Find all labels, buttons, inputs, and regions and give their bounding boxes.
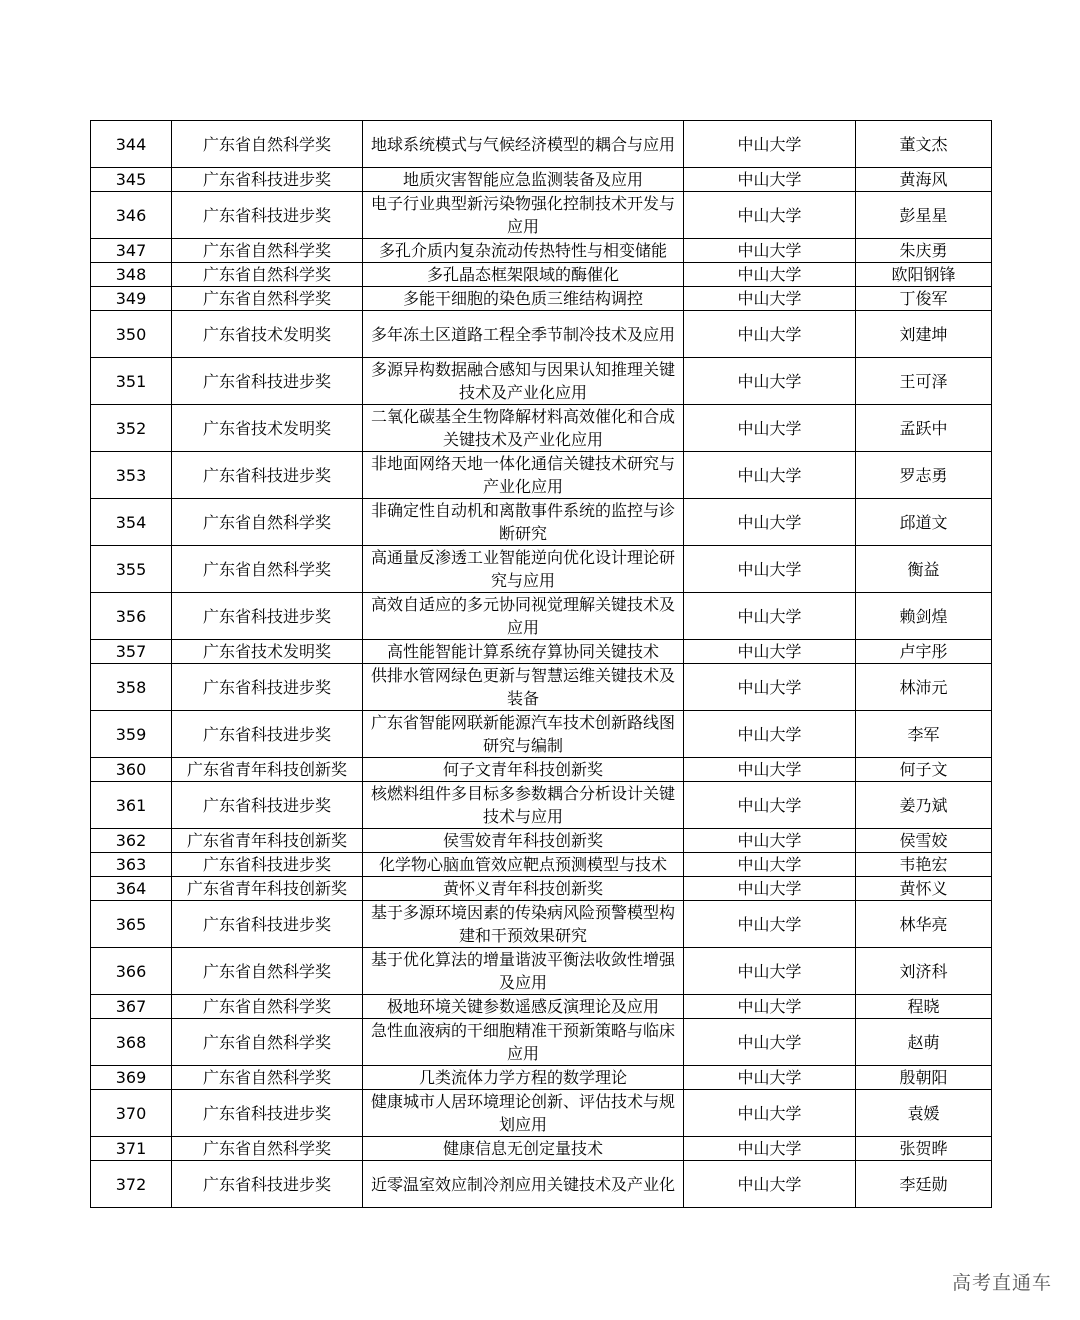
row-number: 355	[91, 546, 172, 593]
award-category: 广东省科技进步奖	[172, 192, 363, 239]
table-row	[91, 192, 992, 239]
watermark: 高考直通车	[951, 1272, 1052, 1294]
row-number: 368	[91, 1019, 172, 1066]
institution: 中山大学	[684, 782, 856, 829]
table-row	[91, 168, 992, 192]
person-name: 赖剑煌	[856, 593, 992, 640]
person-name: 黄怀义	[856, 877, 992, 901]
project-name: 健康信息无创定量技术	[363, 1137, 684, 1161]
row-number: 359	[91, 711, 172, 758]
person-name: 程晓	[856, 995, 992, 1019]
person-name: 罗志勇	[856, 452, 992, 499]
award-table	[90, 120, 992, 1208]
table-row	[91, 1019, 992, 1066]
table-row	[91, 1161, 992, 1208]
award-category: 广东省科技进步奖	[172, 664, 363, 711]
person-name: 刘建坤	[856, 311, 992, 358]
award-category: 广东省科技进步奖	[172, 358, 363, 405]
award-category: 广东省科技进步奖	[172, 711, 363, 758]
table-row	[91, 711, 992, 758]
institution: 中山大学	[684, 121, 856, 168]
table-row	[91, 664, 992, 711]
person-name: 孟跃中	[856, 405, 992, 452]
project-name: 高效自适应的多元协同视觉理解关键技术及应用	[363, 593, 684, 640]
award-category: 广东省自然科学奖	[172, 1137, 363, 1161]
award-category: 广东省科技进步奖	[172, 901, 363, 948]
project-name: 高通量反渗透工业智能逆向优化设计理论研究与应用	[363, 546, 684, 593]
project-name: 多孔晶态框架限域的酶催化	[363, 263, 684, 287]
table-row	[91, 499, 992, 546]
person-name: 侯雪姣	[856, 829, 992, 853]
project-name: 供排水管网绿色更新与智慧运维关键技术及装备	[363, 664, 684, 711]
project-name: 多源异构数据融合感知与因果认知推理关键技术及产业化应用	[363, 358, 684, 405]
award-category: 广东省技术发明奖	[172, 405, 363, 452]
award-table-body	[91, 121, 992, 1208]
row-number: 347	[91, 239, 172, 263]
award-category: 广东省科技进步奖	[172, 782, 363, 829]
row-number: 361	[91, 782, 172, 829]
person-name: 卢宇彤	[856, 640, 992, 664]
project-name: 电子行业典型新污染物强化控制技术开发与应用	[363, 192, 684, 239]
person-name: 黄海风	[856, 168, 992, 192]
row-number: 352	[91, 405, 172, 452]
person-name: 李军	[856, 711, 992, 758]
award-category: 广东省自然科学奖	[172, 1019, 363, 1066]
project-name: 高性能智能计算系统存算协同关键技术	[363, 640, 684, 664]
award-category: 广东省自然科学奖	[172, 995, 363, 1019]
institution: 中山大学	[684, 168, 856, 192]
person-name: 林华亮	[856, 901, 992, 948]
person-name: 衡益	[856, 546, 992, 593]
award-category: 广东省技术发明奖	[172, 311, 363, 358]
project-name: 基于多源环境因素的传染病风险预警模型构建和干预效果研究	[363, 901, 684, 948]
award-category: 广东省青年科技创新奖	[172, 877, 363, 901]
table-row	[91, 829, 992, 853]
table-row	[91, 995, 992, 1019]
person-name: 欧阳钢锋	[856, 263, 992, 287]
person-name: 邱道文	[856, 499, 992, 546]
table-row	[91, 782, 992, 829]
person-name: 韦艳宏	[856, 853, 992, 877]
row-number: 370	[91, 1090, 172, 1137]
award-category: 广东省科技进步奖	[172, 452, 363, 499]
row-number: 366	[91, 948, 172, 995]
table-row	[91, 758, 992, 782]
table-row	[91, 452, 992, 499]
table-row	[91, 640, 992, 664]
institution: 中山大学	[684, 452, 856, 499]
institution: 中山大学	[684, 405, 856, 452]
table-row	[91, 405, 992, 452]
institution: 中山大学	[684, 358, 856, 405]
project-name: 多能干细胞的染色质三维结构调控	[363, 287, 684, 311]
award-category: 广东省科技进步奖	[172, 853, 363, 877]
table-row	[91, 358, 992, 405]
institution: 中山大学	[684, 758, 856, 782]
project-name: 二氧化碳基全生物降解材料高效催化和合成关键技术及产业化应用	[363, 405, 684, 452]
project-name: 地质灾害智能应急监测装备及应用	[363, 168, 684, 192]
row-number: 360	[91, 758, 172, 782]
institution: 中山大学	[684, 664, 856, 711]
project-name: 地球系统模式与气候经济模型的耦合与应用	[363, 121, 684, 168]
table-row	[91, 263, 992, 287]
row-number: 369	[91, 1066, 172, 1090]
institution: 中山大学	[684, 311, 856, 358]
project-name: 急性血液病的干细胞精准干预新策略与临床应用	[363, 1019, 684, 1066]
row-number: 345	[91, 168, 172, 192]
project-name: 健康城市人居环境理论创新、评估技术与规划应用	[363, 1090, 684, 1137]
person-name: 朱庆勇	[856, 239, 992, 263]
row-number: 357	[91, 640, 172, 664]
award-category: 广东省自然科学奖	[172, 546, 363, 593]
person-name: 彭星星	[856, 192, 992, 239]
table-row	[91, 593, 992, 640]
institution: 中山大学	[684, 853, 856, 877]
row-number: 350	[91, 311, 172, 358]
table-row	[91, 121, 992, 168]
project-name: 基于优化算法的增量谐波平衡法收敛性增强及应用	[363, 948, 684, 995]
award-category: 广东省科技进步奖	[172, 168, 363, 192]
person-name: 董文杰	[856, 121, 992, 168]
row-number: 348	[91, 263, 172, 287]
row-number: 349	[91, 287, 172, 311]
project-name: 化学物心脑血管效应靶点预测模型与技术	[363, 853, 684, 877]
institution: 中山大学	[684, 1019, 856, 1066]
institution: 中山大学	[684, 711, 856, 758]
project-name: 近零温室效应制冷剂应用关键技术及产业化	[363, 1161, 684, 1208]
award-category: 广东省科技进步奖	[172, 1161, 363, 1208]
person-name: 林沛元	[856, 664, 992, 711]
table-row	[91, 546, 992, 593]
institution: 中山大学	[684, 995, 856, 1019]
institution: 中山大学	[684, 829, 856, 853]
project-name: 何子文青年科技创新奖	[363, 758, 684, 782]
award-category: 广东省自然科学奖	[172, 239, 363, 263]
award-category: 广东省青年科技创新奖	[172, 758, 363, 782]
table-row	[91, 311, 992, 358]
award-category: 广东省青年科技创新奖	[172, 829, 363, 853]
row-number: 367	[91, 995, 172, 1019]
institution: 中山大学	[684, 1090, 856, 1137]
project-name: 非地面网络天地一体化通信关键技术研究与产业化应用	[363, 452, 684, 499]
row-number: 358	[91, 664, 172, 711]
row-number: 344	[91, 121, 172, 168]
table-row	[91, 853, 992, 877]
person-name: 姜乃斌	[856, 782, 992, 829]
project-name: 多孔介质内复杂流动传热特性与相变储能	[363, 239, 684, 263]
project-name: 广东省智能网联新能源汽车技术创新路线图研究与编制	[363, 711, 684, 758]
table-row	[91, 901, 992, 948]
row-number: 354	[91, 499, 172, 546]
row-number: 372	[91, 1161, 172, 1208]
award-category: 广东省自然科学奖	[172, 263, 363, 287]
institution: 中山大学	[684, 901, 856, 948]
person-name: 王可泽	[856, 358, 992, 405]
row-number: 365	[91, 901, 172, 948]
award-category: 广东省自然科学奖	[172, 287, 363, 311]
institution: 中山大学	[684, 948, 856, 995]
person-name: 张贺晔	[856, 1137, 992, 1161]
table-row	[91, 948, 992, 995]
table-row	[91, 1137, 992, 1161]
person-name: 何子文	[856, 758, 992, 782]
institution: 中山大学	[684, 1066, 856, 1090]
row-number: 363	[91, 853, 172, 877]
project-name: 侯雪姣青年科技创新奖	[363, 829, 684, 853]
row-number: 346	[91, 192, 172, 239]
project-name: 多年冻土区道路工程全季节制冷技术及应用	[363, 311, 684, 358]
award-category: 广东省自然科学奖	[172, 121, 363, 168]
award-category: 广东省技术发明奖	[172, 640, 363, 664]
institution: 中山大学	[684, 263, 856, 287]
table-row	[91, 877, 992, 901]
row-number: 353	[91, 452, 172, 499]
institution: 中山大学	[684, 499, 856, 546]
person-name: 刘济科	[856, 948, 992, 995]
institution: 中山大学	[684, 640, 856, 664]
award-category: 广东省自然科学奖	[172, 948, 363, 995]
person-name: 赵萌	[856, 1019, 992, 1066]
row-number: 371	[91, 1137, 172, 1161]
project-name: 黄怀义青年科技创新奖	[363, 877, 684, 901]
row-number: 356	[91, 593, 172, 640]
institution: 中山大学	[684, 877, 856, 901]
project-name: 核燃料组件多目标多参数耦合分析设计关键技术与应用	[363, 782, 684, 829]
institution: 中山大学	[684, 546, 856, 593]
person-name: 殷朝阳	[856, 1066, 992, 1090]
table-row	[91, 287, 992, 311]
award-category: 广东省自然科学奖	[172, 1066, 363, 1090]
person-name: 丁俊军	[856, 287, 992, 311]
person-name: 袁媛	[856, 1090, 992, 1137]
row-number: 362	[91, 829, 172, 853]
institution: 中山大学	[684, 593, 856, 640]
award-category: 广东省科技进步奖	[172, 593, 363, 640]
table-row	[91, 1066, 992, 1090]
table-row	[91, 239, 992, 263]
institution: 中山大学	[684, 192, 856, 239]
institution: 中山大学	[684, 287, 856, 311]
person-name: 李廷勋	[856, 1161, 992, 1208]
institution: 中山大学	[684, 1137, 856, 1161]
row-number: 351	[91, 358, 172, 405]
row-number: 364	[91, 877, 172, 901]
project-name: 非确定性自动机和离散事件系统的监控与诊断研究	[363, 499, 684, 546]
project-name: 极地环境关键参数遥感反演理论及应用	[363, 995, 684, 1019]
award-category: 广东省自然科学奖	[172, 499, 363, 546]
institution: 中山大学	[684, 239, 856, 263]
project-name: 几类流体力学方程的数学理论	[363, 1066, 684, 1090]
award-category: 广东省科技进步奖	[172, 1090, 363, 1137]
table-row	[91, 1090, 992, 1137]
institution: 中山大学	[684, 1161, 856, 1208]
